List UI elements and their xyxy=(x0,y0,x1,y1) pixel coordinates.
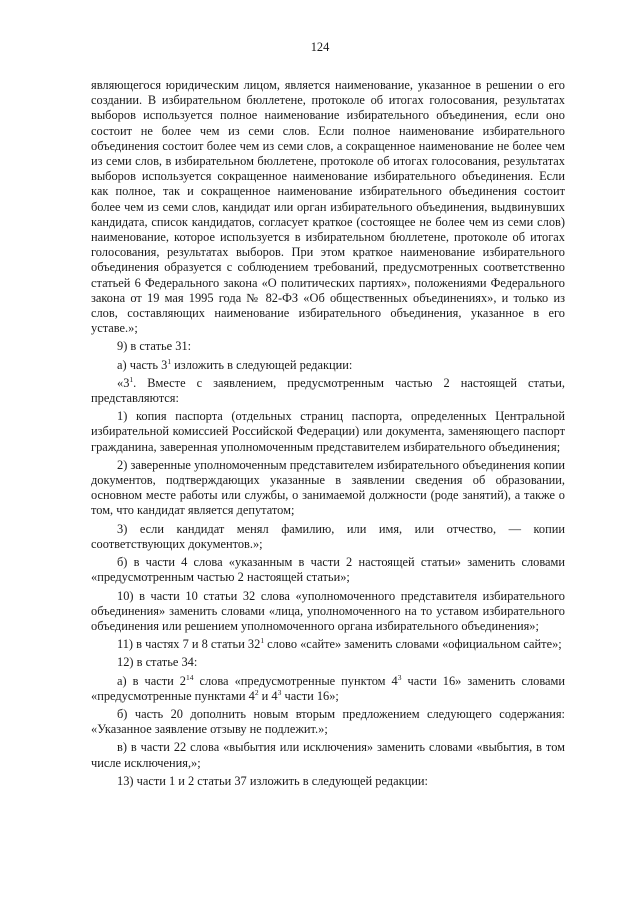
subitem-v-part-22: в) в части 22 слова «выбытия или исключения» заменить словами «выбытия, в том числе исключения,»; xyxy=(91,740,565,770)
subitem-a-part-3-1: а) часть $3^1$ изложить в следующей редакции: xyxy=(117,356,353,372)
item-10-article-32: 10) в части 10 статьи 32 слова «уполномоченного представителя избирательного объединения» заменить словами «лица, уполномоченного на то уставом избирательного объединения или решением уполномоченного органа избирательного объединения»; xyxy=(91,588,565,633)
item-11-article-32-1: 11) в частях 7 и 8 статьи $32^1$ слово «сайте» заменить словами «официальном сайте»; xyxy=(117,636,562,652)
page-number: 124 xyxy=(310,40,330,54)
item-12-article-34: 12) в статье 34: xyxy=(117,655,198,670)
list-item-1-passport-copy: 1) копия паспорта (отдельных страниц паспорта, определенных Центральной избирательной комиссией Российской Федерации) или документа, заменяющего паспорт гражданина, заверенная уполномоченным представителем избирательного объединения; xyxy=(91,409,565,454)
quoted-part-3-1: «$3^1$. Вместе с заявлением, предусмотренным частью 2 настоящей статьи, представляются: xyxy=(91,374,565,406)
item-9-article-31: 9) в статье 31: xyxy=(117,339,192,354)
subitem-b-part-20: б) часть 20 дополнить новым вторым предложением следующего содержания: «Указанное заявление отзыву не подлежит.»; xyxy=(91,706,565,737)
paragraph-party-name-rules: являющегося юридическим лицом, является наименование, указанное в решении о его создании. В избирательном бюллетене, протоколе об итогах голосования, результатах выборов используется полное наименование избирательного объединения, если оно состоит не более чем из семи слов. Если полное наименование избирательного объединения состоит более чем из семи слов, а сокращенное наименование не более чем из семи слов, в избирательном бюллетене, протоколе об итогах голосования, результатах выборов используется сокращенное наименование избирательного объединения. Если как полное, так и сокращенное наименование избирательного объединения состоит более чем из семи слов, кандидат или орган избирательного объединения, выдвинувших кандидата, список кандидатов, согласует краткое (состоящее не более чем из семи слов) наименование, которое используется в избирательном бюллетене, протоколе об итогах голосования, результатах выборов. При этом краткое наименование избирательного объединения образуется с соблюдением требований, предусмотренных соответственно статьей 6 Федерального закона «О политических партиях», положениями Федерального закона от 19 мая 1995 года № 82-ФЗ «Об общественных объединениях», и только из слов, составляющих наименование избирательного объединения, указанное в его уставе.»; xyxy=(91,78,565,336)
subitem-a-part-2-14: а) в части $2^{14}$ слова «предусмотренные пунктом $4^3$ части 16» заменить словами «предусмотренные пунктами $4^2$ и $4^3$ части 16»; xyxy=(91,672,565,703)
document-body xyxy=(91,78,565,792)
list-item-3-name-change: 3) если кандидат менял фамилию, или имя, или отчество, — копии соответствующих документов.»; xyxy=(91,521,565,551)
list-item-2-certified-copies: 2) заверенные уполномоченным представителем избирательного объединения копии документов, подтверждающих указанные в заявлении сведения об образовании, основном месте работы или службы, о занимаемой должности (роде занятий), а также о том, что кандидат является депутатом; xyxy=(91,457,565,518)
subitem-b-part-4: б) в части 4 слова «указанным в части 2 настоящей статьи» заменить словами «предусмотренным частью 2 настоящей статьи»; xyxy=(91,555,565,585)
item-13-article-37: 13) части 1 и 2 статьи 37 изложить в следующей редакции: xyxy=(117,773,428,788)
